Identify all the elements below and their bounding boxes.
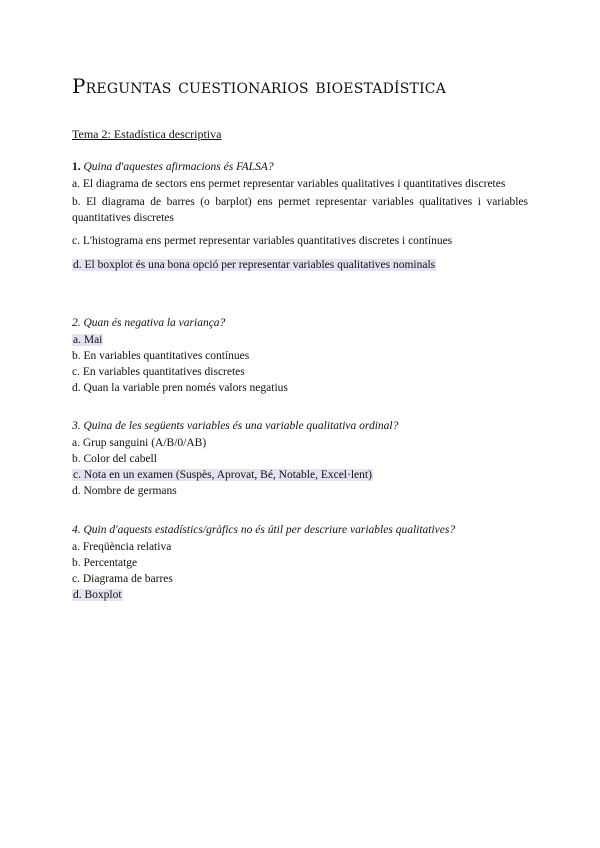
- question-prompt: 3. Quina de les següents variables és una variable qualitativa ordinal?: [72, 420, 399, 432]
- question-3: [72, 418, 528, 499]
- question-text: [72, 159, 528, 175]
- section-heading: Tema 2: Estadística descriptiva: [72, 127, 222, 141]
- option-c: [72, 364, 528, 380]
- option-label: b. En variables quantitatives contínues: [72, 350, 250, 362]
- option-label: d. Nombre de germans: [72, 485, 177, 497]
- option-c: [72, 571, 528, 587]
- option-a: [72, 176, 528, 192]
- option-b: [72, 194, 528, 226]
- question-prompt: Quina d'aquestes afirmacions és FALSA?: [83, 161, 274, 173]
- option-label-highlighted: c. Nota en un examen (Suspès, Aprovat, Bé, Notable, Excel·lent): [73, 469, 372, 481]
- document-title: Preguntas cuestionarios bioestadística: [72, 74, 447, 98]
- question-4: [72, 522, 528, 603]
- option-d: [72, 257, 528, 273]
- question-number: 1.: [72, 161, 81, 173]
- option-a: [72, 435, 528, 451]
- option-d: [72, 587, 528, 603]
- option-label: b. Percentatge: [72, 557, 138, 569]
- option-d: [72, 483, 528, 499]
- option-d: [72, 380, 528, 396]
- question-prompt: 4. Quin d'aquests estadístics/gràfics no és útil per descriure variables qualitatives?: [72, 524, 456, 536]
- question-2: [72, 315, 528, 396]
- option-label: b. Color del cabell: [72, 453, 157, 465]
- option-label: b. El diagrama de barres (o barplot) ens permet representar variables qualitatives i variables quantitatives discretes: [72, 196, 528, 224]
- option-label: c. L'histograma ens permet representar variables quantitatives discretes i contínues: [72, 235, 453, 247]
- option-b: [72, 348, 528, 364]
- option-c: [72, 233, 528, 249]
- question-prompt: 2. Quan és negativa la variança?: [72, 317, 226, 329]
- option-b: [72, 451, 528, 467]
- option-label-highlighted: a. Mai: [73, 334, 103, 346]
- option-b: [72, 555, 528, 571]
- option-a: [72, 332, 528, 348]
- option-label: a. Grup sanguini (A/B/0/AB): [72, 437, 207, 449]
- option-label-highlighted: d. El boxplot és una bona opció per representar variables qualitatives nominals: [73, 259, 436, 271]
- option-label: d. Quan la variable pren només valors negatius: [72, 382, 288, 394]
- option-label: a. El diagrama de sectors ens permet representar variables qualitatives i quantitatives discretes: [72, 178, 506, 190]
- option-label-highlighted: d. Boxplot: [73, 589, 122, 601]
- option-a: [72, 539, 528, 555]
- question-1: [72, 159, 528, 273]
- option-c: [72, 467, 528, 483]
- option-label: c. Diagrama de barres: [72, 573, 173, 585]
- option-label: a. Freqüència relativa: [72, 541, 172, 553]
- option-label: c. En variables quantitatives discretes: [72, 366, 245, 378]
